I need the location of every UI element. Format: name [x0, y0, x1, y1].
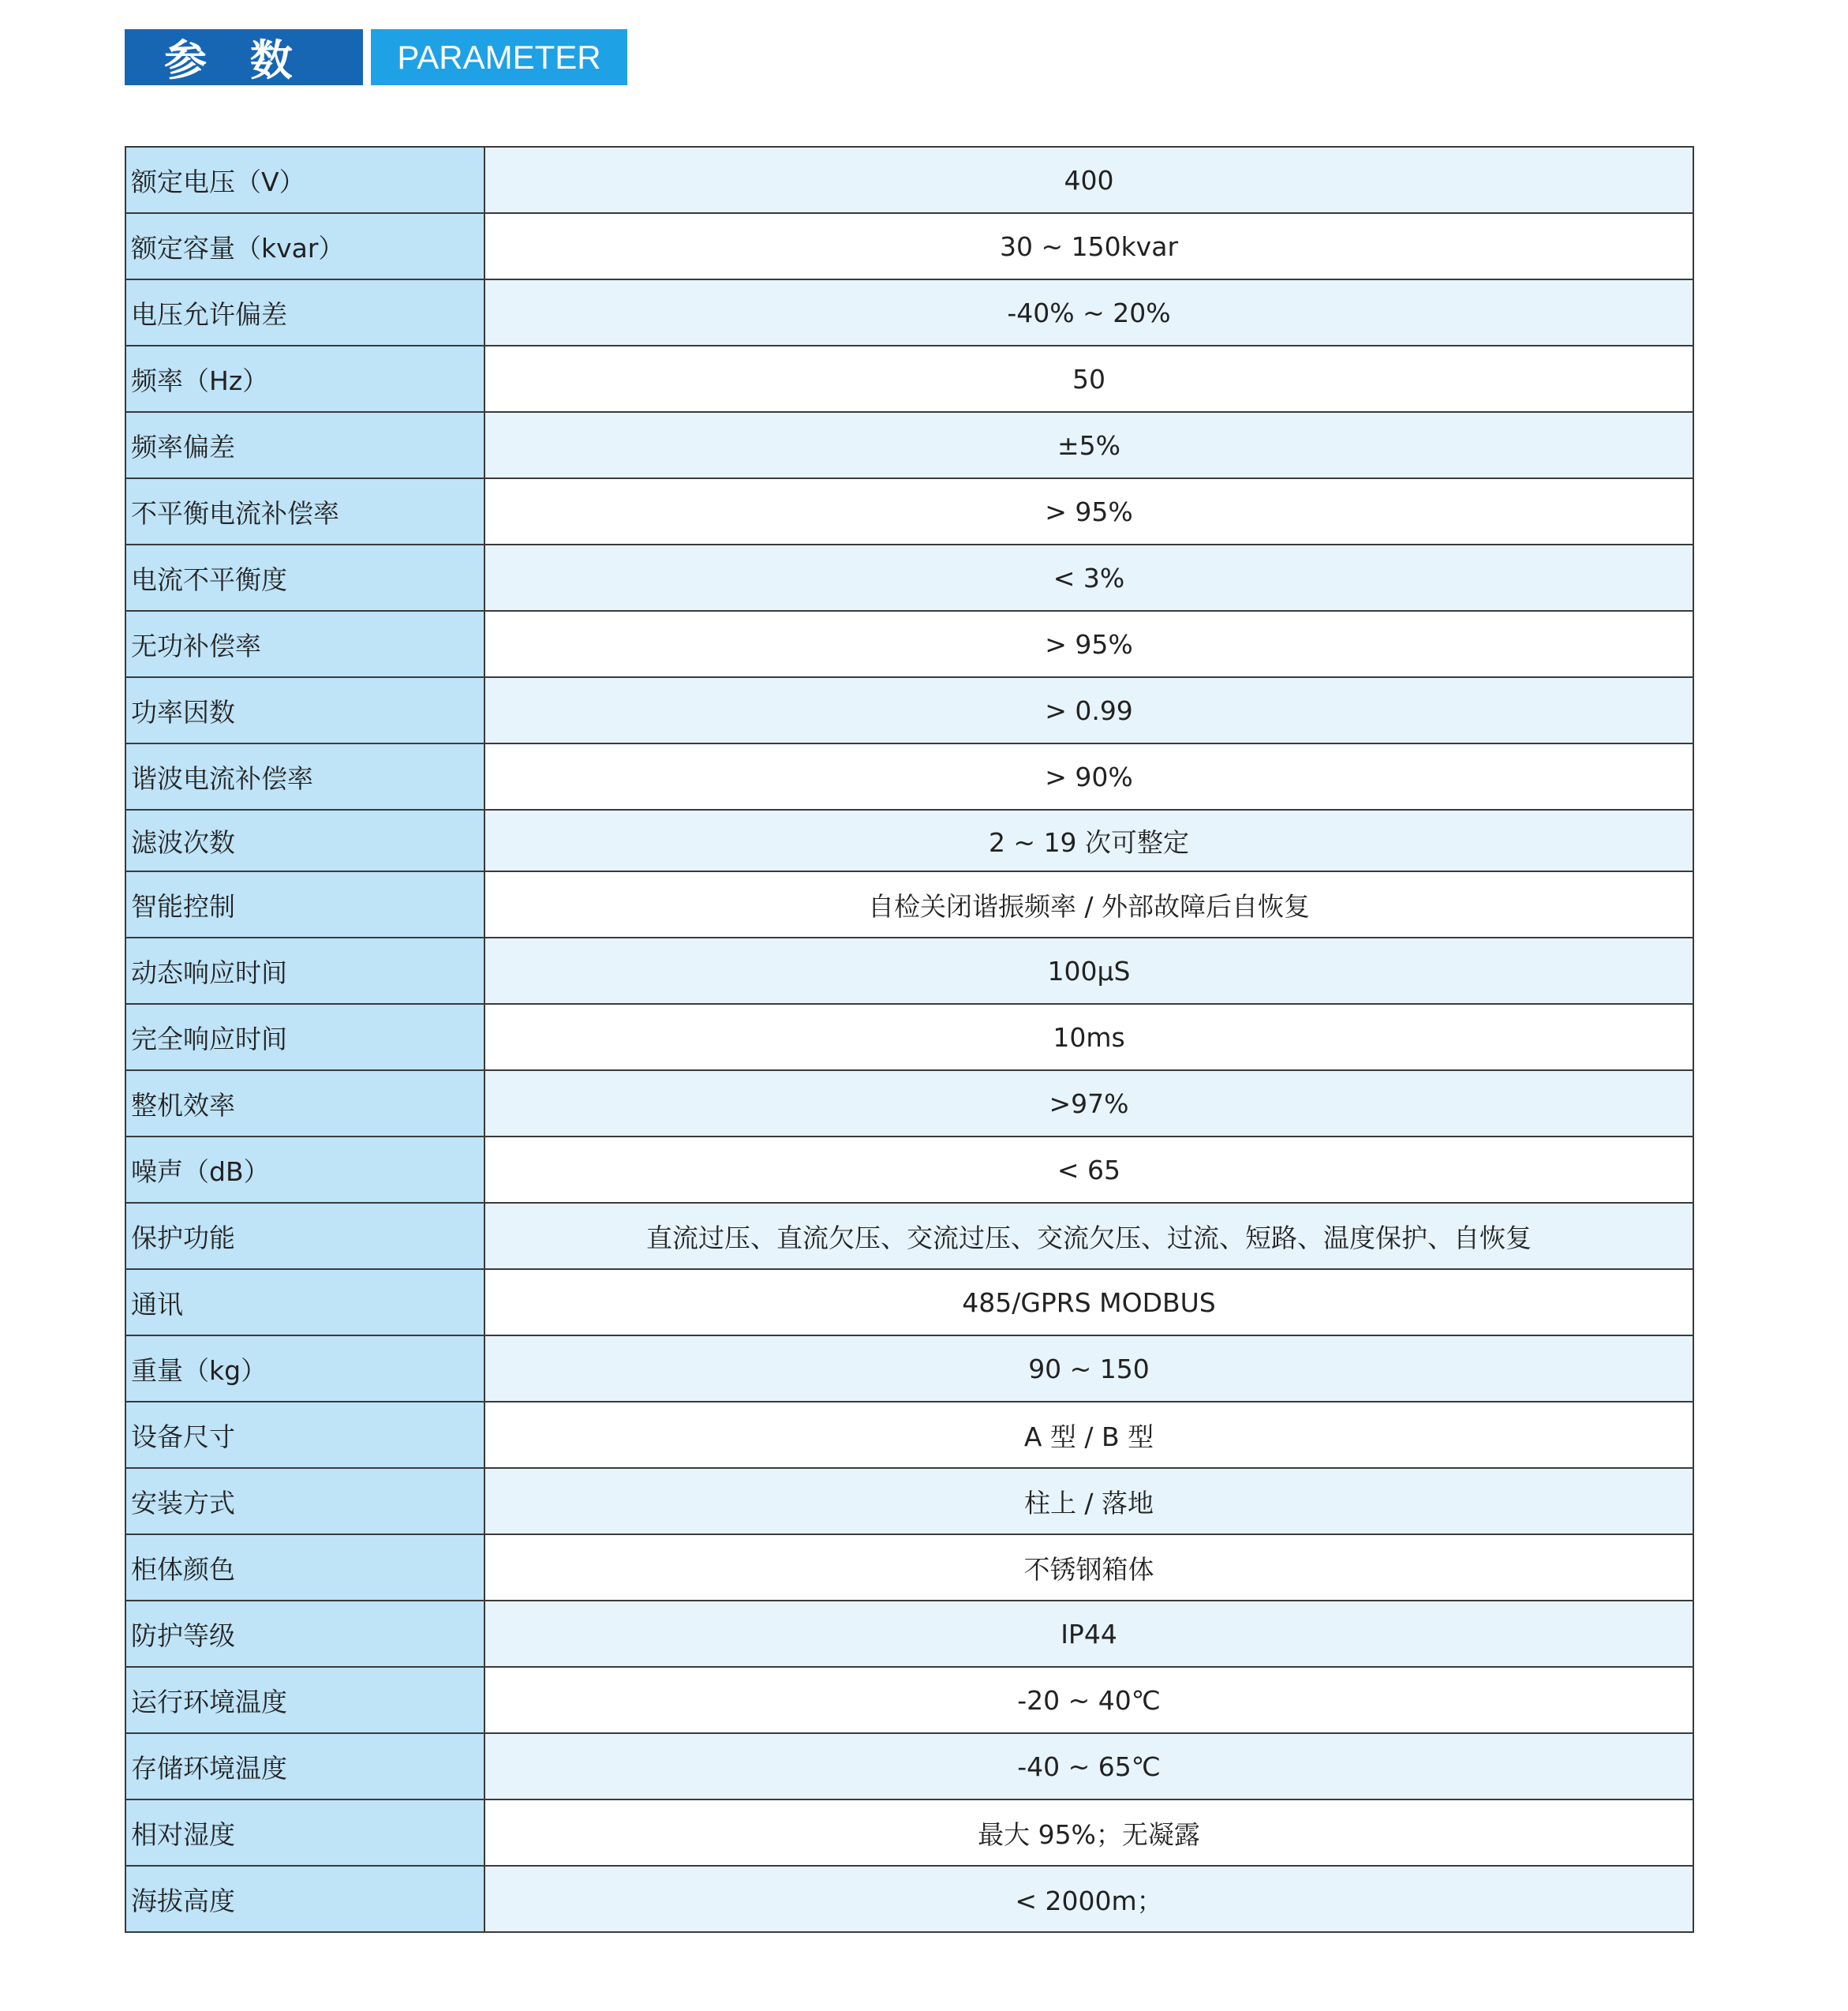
param-value: -40% ~ 20% [484, 279, 1693, 346]
param-label: 海拔高度 [125, 1866, 484, 1932]
table-row [125, 1402, 1693, 1468]
param-value: 自检关闭谐振频率 / 外部故障后自恢复 [484, 871, 1693, 938]
table-row [125, 810, 1693, 871]
param-label: 智能控制 [125, 871, 484, 938]
table-row [125, 1601, 1693, 1667]
table-row [125, 1137, 1693, 1203]
param-value: > 0.99 [484, 677, 1693, 743]
section-header [125, 29, 627, 85]
parameter-table [125, 146, 1694, 1933]
param-value: 不锈钢箱体 [484, 1534, 1693, 1601]
table-row [125, 545, 1693, 611]
table-row [125, 1203, 1693, 1269]
param-value: >97% [484, 1070, 1693, 1137]
param-value: < 3% [484, 545, 1693, 611]
param-value: 直流过压、直流欠压、交流过压、交流欠压、过流、短路、温度保护、自恢复 [484, 1203, 1693, 1269]
table-row [125, 412, 1693, 478]
param-value: -20 ~ 40℃ [484, 1667, 1693, 1733]
param-label: 频率（Hz） [125, 346, 484, 412]
param-label: 存储环境温度 [125, 1733, 484, 1799]
param-value: 485/GPRS MODBUS [484, 1269, 1693, 1335]
param-value: 30 ~ 150kvar [484, 213, 1693, 279]
param-value: 90 ~ 150 [484, 1335, 1693, 1402]
param-label: 不平衡电流补偿率 [125, 478, 484, 545]
section-title-en: PARAMETER [371, 29, 627, 85]
param-label: 柜体颜色 [125, 1534, 484, 1601]
table-row [125, 871, 1693, 938]
table-row [125, 677, 1693, 743]
param-value: 最大 95%；无凝露 [484, 1799, 1693, 1866]
param-value: A 型 / B 型 [484, 1402, 1693, 1468]
table-row [125, 1733, 1693, 1799]
table-row [125, 1070, 1693, 1137]
param-label: 防护等级 [125, 1601, 484, 1667]
table-row [125, 1004, 1693, 1070]
param-label: 重量（kg） [125, 1335, 484, 1402]
param-label: 电流不平衡度 [125, 545, 484, 611]
param-label: 额定电压（V） [125, 147, 484, 213]
table-row [125, 1534, 1693, 1601]
param-label: 保护功能 [125, 1203, 484, 1269]
param-value: 10ms [484, 1004, 1693, 1070]
param-value: < 2000m； [484, 1866, 1693, 1932]
param-value: 2 ~ 19 次可整定 [484, 810, 1693, 871]
param-label: 完全响应时间 [125, 1004, 484, 1070]
section-title-cn: 参 数 [125, 29, 363, 85]
table-row [125, 147, 1693, 213]
param-value: > 95% [484, 611, 1693, 677]
table-row [125, 1468, 1693, 1534]
param-label: 功率因数 [125, 677, 484, 743]
table-row [125, 478, 1693, 545]
table-row [125, 346, 1693, 412]
param-label: 通讯 [125, 1269, 484, 1335]
param-value: IP44 [484, 1601, 1693, 1667]
table-row [125, 743, 1693, 810]
param-value: > 90% [484, 743, 1693, 810]
param-value: 柱上 / 落地 [484, 1468, 1693, 1534]
param-label: 相对湿度 [125, 1799, 484, 1866]
param-label: 电压允许偏差 [125, 279, 484, 346]
table-row [125, 213, 1693, 279]
table-row [125, 611, 1693, 677]
param-value: 50 [484, 346, 1693, 412]
param-label: 频率偏差 [125, 412, 484, 478]
param-label: 谐波电流补偿率 [125, 743, 484, 810]
param-value: ±5% [484, 412, 1693, 478]
param-value: 400 [484, 147, 1693, 213]
table-row [125, 938, 1693, 1004]
param-value: > 95% [484, 478, 1693, 545]
table-row [125, 279, 1693, 346]
table-row [125, 1269, 1693, 1335]
param-label: 设备尺寸 [125, 1402, 484, 1468]
param-label: 额定容量（kvar） [125, 213, 484, 279]
param-label: 噪声（dB） [125, 1137, 484, 1203]
table-row [125, 1866, 1693, 1932]
param-label: 安装方式 [125, 1468, 484, 1534]
param-value: < 65 [484, 1137, 1693, 1203]
param-label: 运行环境温度 [125, 1667, 484, 1733]
param-label: 无功补偿率 [125, 611, 484, 677]
table-row [125, 1799, 1693, 1866]
param-label: 整机效率 [125, 1070, 484, 1137]
table-row [125, 1335, 1693, 1402]
param-value: 100μS [484, 938, 1693, 1004]
param-label: 滤波次数 [125, 810, 484, 871]
param-value: -40 ~ 65℃ [484, 1733, 1693, 1799]
param-label: 动态响应时间 [125, 938, 484, 1004]
table-row [125, 1667, 1693, 1733]
